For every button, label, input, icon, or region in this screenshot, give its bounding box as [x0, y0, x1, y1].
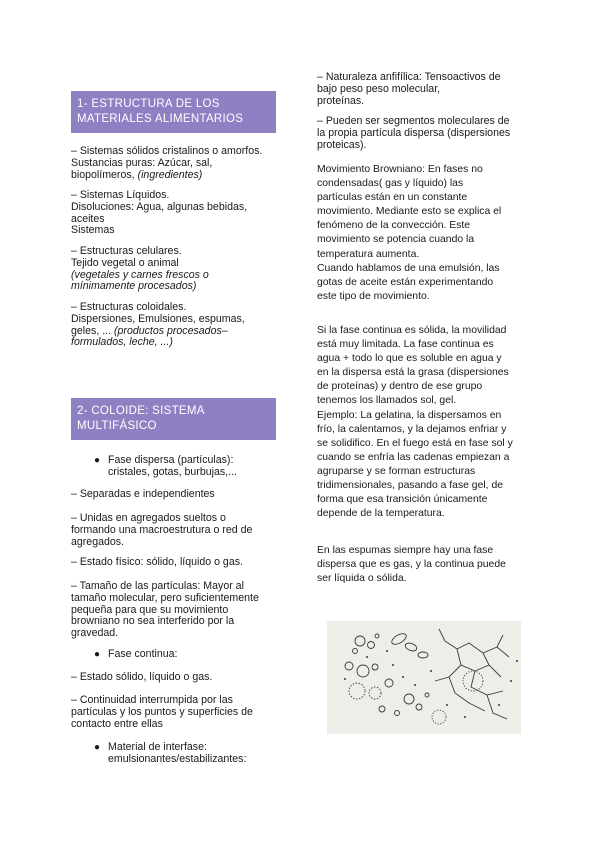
text-line: – Estructuras coloidales. — [71, 301, 187, 313]
text-line: – Sistemas sólidos cristalinos o amorfos. — [71, 145, 263, 157]
text-line: emulsionantes/estabilizantes: — [108, 752, 247, 765]
solid-systems-paragraph — [71, 146, 262, 181]
text-line: Fase dispersa (partículas): — [108, 454, 234, 466]
bullet-icon: ● — [94, 742, 101, 753]
text-line: fenómeno de la convección. Este — [317, 220, 471, 232]
text-line: pequeña para que su movimiento — [71, 603, 229, 616]
text-line: Movimiento Browniano: En fases no — [317, 164, 483, 175]
text-line: cuando se enfría las cadenas empiezan a — [317, 451, 510, 463]
text-line: temperatura aumenta. — [317, 248, 420, 260]
text-line: condensadas( gas y líquido) las — [317, 178, 464, 190]
text-line: partículas y los puntos y superficies de — [71, 705, 253, 718]
text-line: en la dispersa está la grasa (dispersiones — [317, 367, 509, 379]
text-line: Cuando hablamos de una emulsión, las — [317, 262, 500, 274]
text-line: browniano no sea interferido por la — [71, 615, 235, 628]
text-line: cristales, gotas, burbujas,... — [108, 465, 237, 478]
text-line: de proteínas) y dentro de ese grupo — [317, 381, 483, 393]
text-line: – Estado físico: sólido, líquido o gas. — [71, 556, 243, 568]
text-line: movimiento se potencia cuando la — [317, 234, 475, 246]
text-line: – Separadas e independientes — [71, 488, 215, 500]
text-line: – Naturaleza anfifílica: Tensoactivos de — [317, 71, 501, 83]
text-line: gotas de aceite están experimentando — [317, 276, 494, 288]
section-2-title-line-2: MULTIFÁSICO — [77, 420, 157, 432]
text-line: Material de interfase: — [108, 741, 207, 753]
text-line: Dispersiones, Emulsiones, espumas, — [71, 312, 245, 325]
text-line: Sistemas — [71, 224, 115, 237]
text-line: frío, la calentamos, y la dejamos enfriar y — [317, 423, 507, 435]
text-line: partículas están en un constante — [317, 192, 468, 204]
text-line: dispersa que es gas, y la continua puede — [317, 559, 506, 571]
text-line: Disoluciones: Agua, algunas bebidas, — [71, 200, 248, 213]
text-line: proteicas). — [317, 138, 367, 151]
section-1-header — [71, 91, 276, 133]
text-line: – Sistemas Líquidos. — [71, 189, 170, 201]
text-line: Ejemplo: La gelatina, la dispersamos en — [317, 409, 502, 421]
italic-note: formulados, leche, ...) — [71, 336, 173, 349]
brownian-motion-paragraph — [317, 163, 531, 304]
text-line: contacto entre ellas — [71, 717, 163, 730]
text-line: Si la fase continua es sólida, la movilidad — [317, 325, 507, 336]
item-molecular-segments — [317, 116, 510, 151]
text-line: agruparse y se forman estructuras — [317, 465, 476, 477]
item-separated — [71, 489, 215, 501]
liquid-systems-paragraph — [71, 190, 247, 237]
text-segment: geles, ... — [71, 324, 114, 337]
text-line: tamaño molecular, pero suficientemente — [71, 591, 259, 604]
bullet-icon: ● — [94, 455, 101, 466]
text-line: tenemos los llamados sol, gel. — [317, 395, 457, 407]
cellular-structures-paragraph — [71, 246, 209, 293]
text-line: ser líquida o sólida. — [317, 573, 407, 585]
colloid-microstructure-sketch-icon — [327, 621, 521, 734]
item-aggregates — [71, 513, 252, 548]
text-line: movimiento. Mediante esto se explica el — [317, 206, 502, 218]
colloidal-structures-paragraph — [71, 302, 245, 349]
text-line: – Unidas en agregados sueltos o — [71, 512, 226, 524]
italic-note: (vegetales y carnes frescos o — [71, 268, 209, 281]
item-amphiphilic — [317, 72, 501, 107]
item-physical-state — [71, 557, 243, 569]
section-2-title-line-1: 2- COLOIDE: SISTEMA — [77, 405, 205, 417]
italic-note: (productos procesados– — [114, 324, 228, 337]
text-line: agua + todo lo que es soluble en agua y — [317, 353, 502, 365]
foam-paragraph — [317, 544, 531, 586]
text-line: la propia partícula dispersa (dispersiones — [317, 126, 511, 139]
text-line: – Estado sólido, líquido o gas. — [71, 671, 213, 683]
text-line: gravedad. — [71, 627, 119, 640]
text-line: Sustancias puras: Azúcar, sal, — [71, 156, 213, 169]
section-2-header — [71, 398, 276, 440]
text-line: – Pueden ser segmentos moleculares de — [317, 115, 510, 127]
bullet-interface-material — [94, 741, 247, 766]
bullet-dispersed-phase — [94, 454, 237, 479]
text-line: formando una macroestrutura o red de — [71, 523, 253, 536]
solid-continuous-phase-paragraph — [317, 324, 531, 521]
text-line: – Estructuras celulares. — [71, 245, 182, 257]
item-continuity — [71, 695, 253, 730]
text-line: aceites — [71, 212, 105, 225]
text-line: – Tamaño de las partículas: Mayor al — [71, 580, 244, 592]
text-line: está muy limitada. La fase continua es — [317, 339, 494, 351]
text-line: depende de la temperatura. — [317, 508, 445, 520]
text-line: proteínas. — [317, 94, 365, 107]
bullet-continuous-phase — [94, 648, 178, 661]
text-line: forma que esa transición únicamente — [317, 494, 488, 506]
item-particle-size — [71, 581, 259, 640]
text-line: Fase continua: — [108, 648, 178, 660]
text-line — [71, 170, 262, 182]
item-state — [71, 672, 212, 684]
text-line: este tipo de movimiento. — [317, 290, 430, 302]
text-line: tridimensionales, pasando a fase gel, de — [317, 480, 503, 492]
text-line: agregados. — [71, 535, 125, 548]
italic-note: mínimamente procesados) — [71, 280, 197, 293]
text-line: bajo peso peso molecular, — [317, 82, 441, 95]
section-1-title-line-1: 1- ESTRUCTURA DE LOS — [77, 98, 220, 110]
text-line: se solidifico. En el fuego está en fase sol y — [317, 437, 513, 449]
section-1-title-line-2: MATERIALES ALIMENTARIOS — [77, 113, 244, 125]
bullet-icon: ● — [94, 649, 101, 660]
text-line: Tejido vegetal o animal — [71, 256, 179, 269]
text-line: En las espumas siempre hay una fase — [317, 545, 494, 556]
italic-note: (ingredientes) — [137, 168, 203, 181]
text-line: – Continuidad interrumpida por las — [71, 694, 233, 706]
text-segment: biopolímeros, — [71, 168, 138, 181]
